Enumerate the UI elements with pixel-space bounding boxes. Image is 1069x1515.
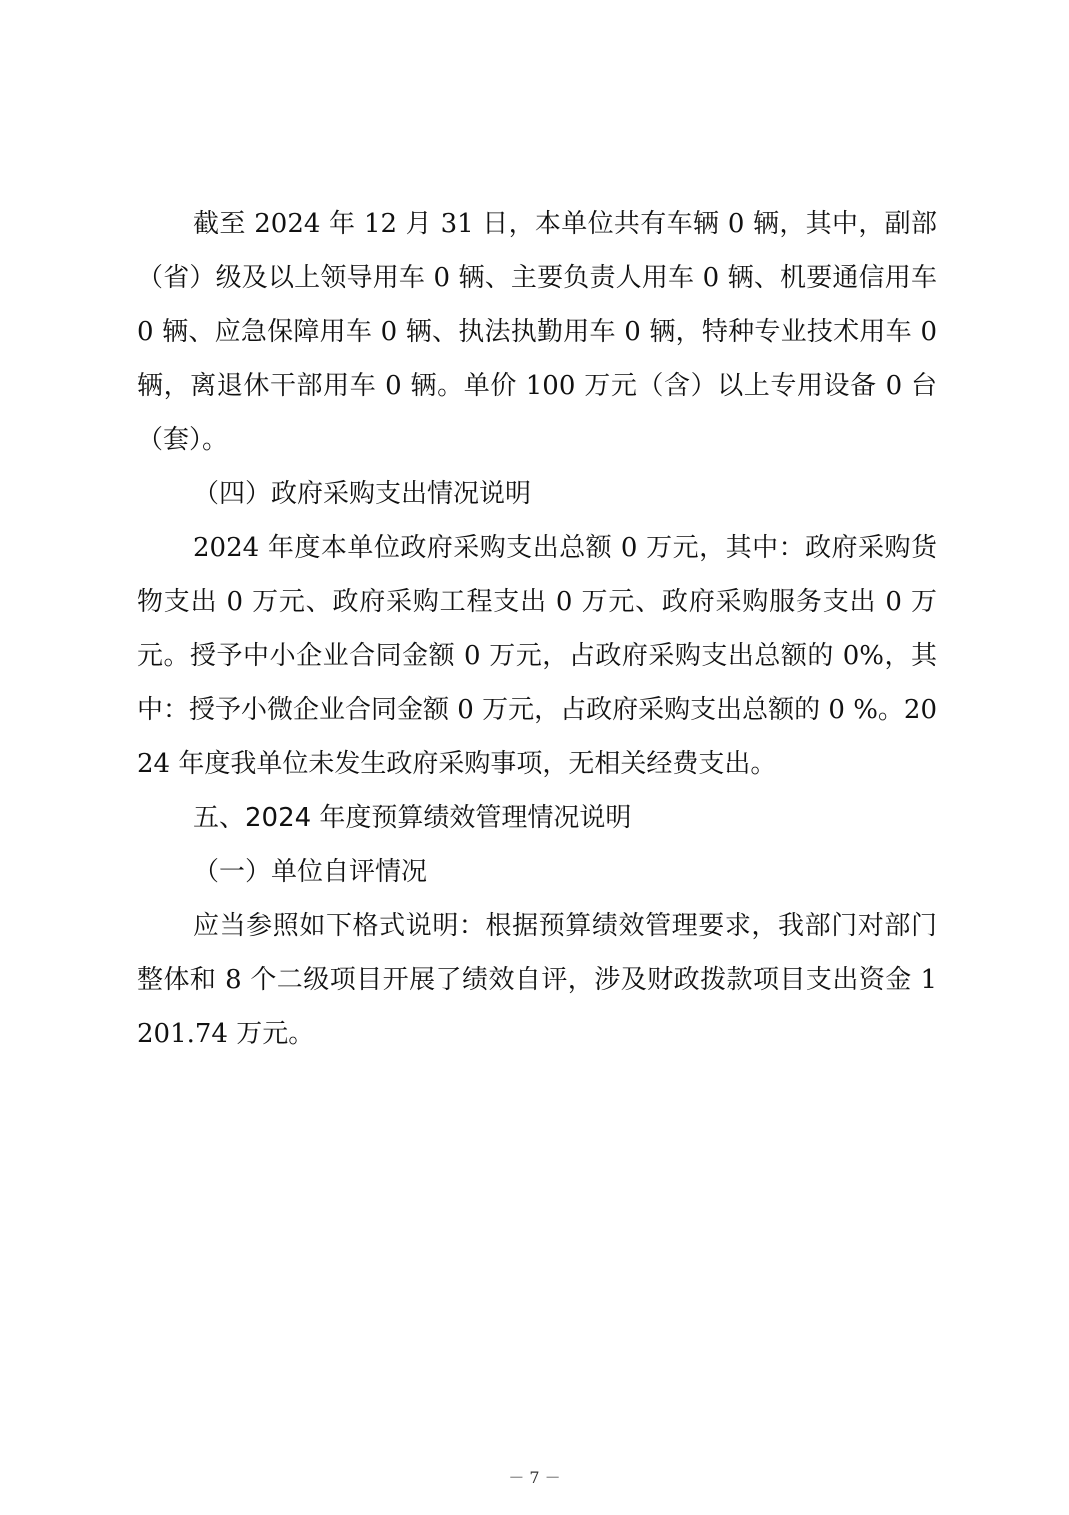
procurement-subheading: （四）政府采购支出情况说明 <box>193 479 532 509</box>
page-content <box>137 197 937 1061</box>
self-evaluation-subheading: （一）单位自评情况 <box>193 857 428 887</box>
page-number: － 7 － <box>508 1468 561 1487</box>
procurement-paragraph: 2024 年度本单位政府采购支出总额 0 万元，其中：政府采购货物支出 0 万元、政府采购工程支出 0 万元、政府采购服务支出 0 万元。授予中小企业合同金额 0 万元，占政府采购支出总额的 0%，其中：授予小微企业合同金额 0 万元，占政府采购支出总额的 0 %。2024 年度我单位未发生政府采购事项，无相关经费支出。 <box>137 533 937 779</box>
vehicle-paragraph: 截至 2024 年 12 月 31 日，本单位共有车辆 0 辆，其中，副部（省）级及以上领导用车 0 辆、主要负责人用车 0 辆、机要通信用车 0 辆、应急保障用车 0 辆、执法执勤用车 0 辆，特种专业技术用车 0 辆，离退休干部用车 0 辆。单价 100 万元（含）以上专用设备 0 台（套）。 <box>137 209 937 455</box>
performance-heading: 五、2024 年度预算绩效管理情况说明 <box>193 803 632 833</box>
self-evaluation-paragraph: 应当参照如下格式说明：根据预算绩效管理要求，我部门对部门整体和 8 个二级项目开展了绩效自评，涉及财政拨款项目支出资金 1201.74 万元。 <box>137 911 937 1049</box>
